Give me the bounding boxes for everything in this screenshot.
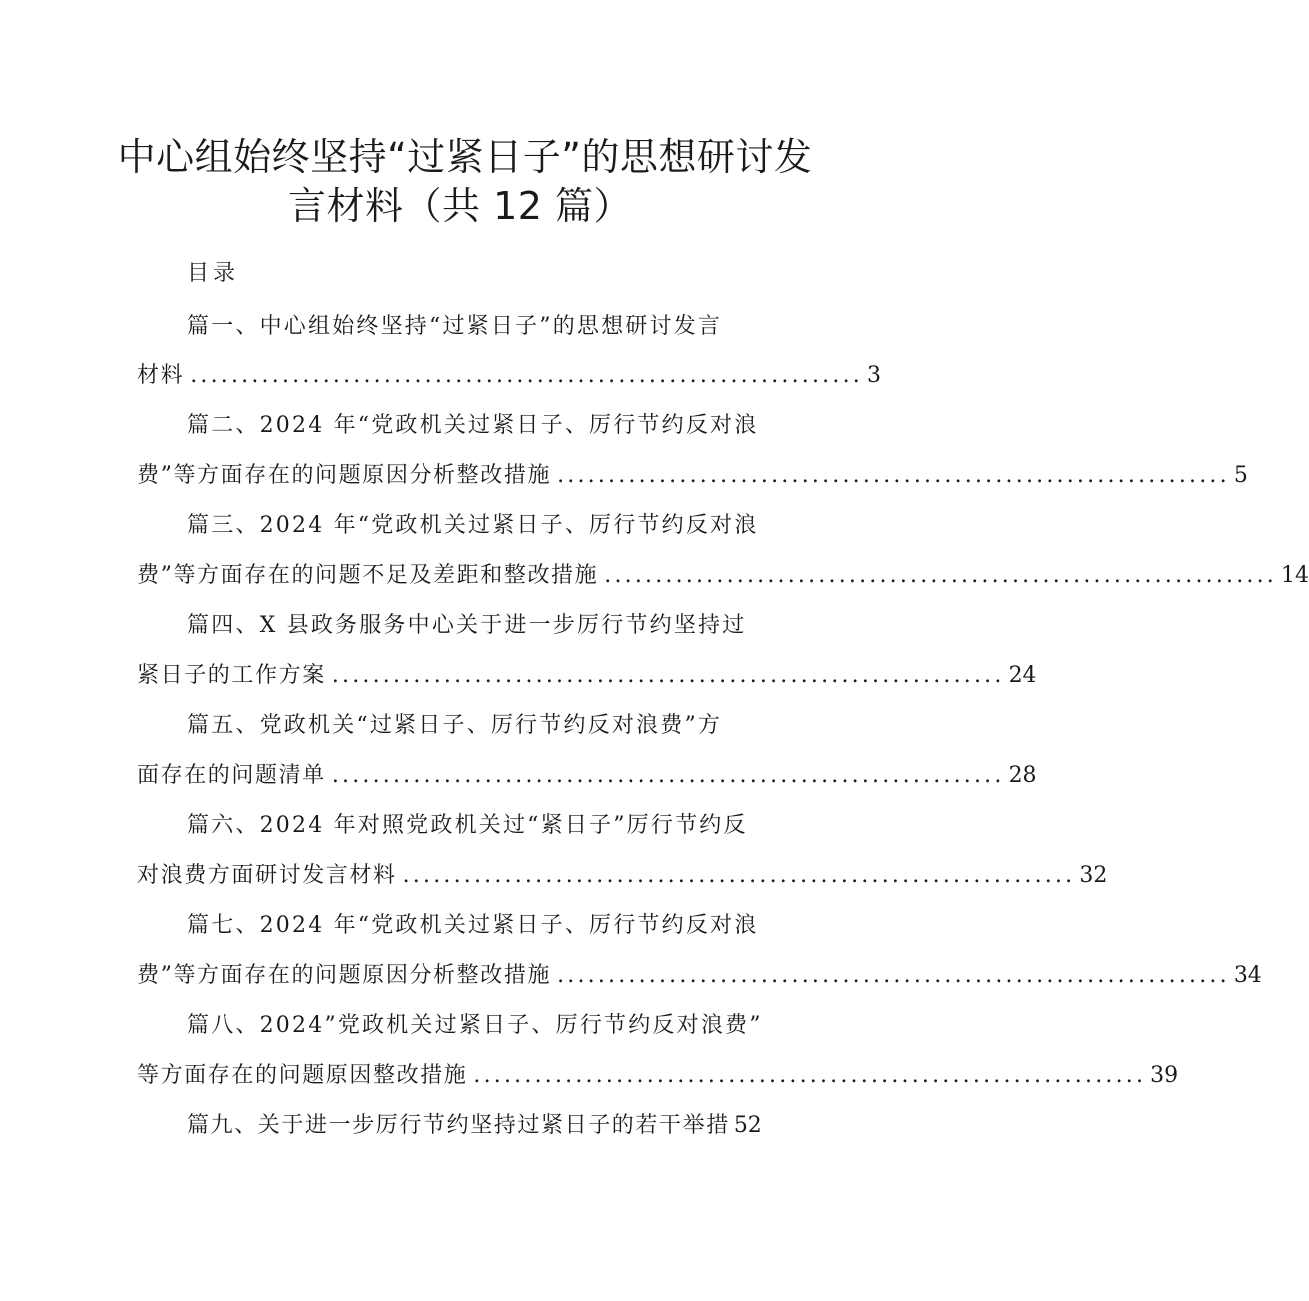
toc-page-number: 14 bbox=[1281, 563, 1309, 588]
toc-heading: 目录 bbox=[187, 261, 240, 286]
dot-leader: .................................................................. bbox=[604, 563, 1277, 588]
toc-entry-8-line-2[interactable] bbox=[137, 1063, 1179, 1088]
toc-page-number: 32 bbox=[1079, 863, 1108, 888]
toc-page-number: 39 bbox=[1150, 1063, 1179, 1088]
toc-entry-4-line-2[interactable] bbox=[137, 663, 1037, 688]
toc-entry-text: 等方面存在的问题原因整改措施 bbox=[137, 1063, 468, 1088]
toc-entry-8-line-1[interactable]: 篇八、2024”党政机关过紧日子、厉行节约反对浪费” bbox=[187, 1013, 763, 1038]
toc-entry-3-line-2[interactable] bbox=[137, 563, 1309, 588]
toc-entry-text: 材料 bbox=[137, 363, 185, 388]
toc-entry-2-line-2[interactable] bbox=[137, 463, 1248, 488]
dot-leader: .................................................................. bbox=[557, 963, 1230, 988]
toc-entry-text: 费”等方面存在的问题不足及差距和整改措施 bbox=[137, 563, 599, 588]
toc-entry-1-line-1[interactable]: 篇一、中心组始终坚持“过紧日子”的思想研讨发言 bbox=[187, 314, 723, 339]
toc-page-number: 24 bbox=[1008, 663, 1037, 688]
toc-entry-6-line-1[interactable]: 篇六、2024 年对照党政机关过“紧日子”厉行节约反 bbox=[187, 813, 748, 838]
toc-entry-3-line-1[interactable]: 篇三、2024 年“党政机关过紧日子、厉行节约反对浪 bbox=[187, 513, 759, 538]
dot-leader: .................................................................. bbox=[473, 1063, 1147, 1088]
toc-entry-2-line-1[interactable]: 篇二、2024 年“党政机关过紧日子、厉行节约反对浪 bbox=[187, 413, 759, 438]
dot-leader: .................................................................. bbox=[331, 663, 1005, 688]
dot-leader: .................................................................. bbox=[557, 463, 1230, 488]
dot-leader: .................................................................. bbox=[402, 863, 1076, 888]
toc-entry-text: 紧日子的工作方案 bbox=[137, 663, 326, 688]
toc-entry-5-line-2[interactable] bbox=[137, 763, 1037, 788]
toc-entry-6-line-2[interactable] bbox=[137, 863, 1108, 888]
toc-entry-4-line-1[interactable]: 篇四、X 县政务服务中心关于进一步厉行节约坚持过 bbox=[187, 613, 747, 638]
toc-entry-5-line-1[interactable]: 篇五、党政机关“过紧日子、厉行节约反对浪费”方 bbox=[187, 713, 723, 738]
toc-page-number: 52 bbox=[733, 1113, 762, 1138]
toc-entry-9[interactable] bbox=[187, 1114, 768, 1138]
toc-entry-text: 费”等方面存在的问题原因分析整改措施 bbox=[137, 963, 552, 988]
dot-leader: .................................................................. bbox=[190, 363, 863, 388]
toc-page-number: 34 bbox=[1233, 963, 1262, 988]
toc-entry-text: 费”等方面存在的问题原因分析整改措施 bbox=[137, 463, 552, 488]
toc-page-number: 28 bbox=[1008, 763, 1037, 788]
dot-leader: .................................................................. bbox=[331, 763, 1005, 788]
toc-entry-1-line-2[interactable] bbox=[137, 363, 881, 388]
toc-entry-text: 对浪费方面研讨发言材料 bbox=[137, 863, 397, 888]
toc-entry-text: 面存在的问题清单 bbox=[137, 763, 326, 788]
toc-page-number: 3 bbox=[866, 363, 881, 388]
toc-entry-7-line-1[interactable]: 篇七、2024 年“党政机关过紧日子、厉行节约反对浪 bbox=[187, 913, 759, 938]
document-title-line-1: 中心组始终坚持“过紧日子”的思想研讨发 bbox=[117, 135, 813, 179]
document-title-line-2: 言材料（共 12 篇） bbox=[287, 184, 632, 228]
toc-entry-7-line-2[interactable] bbox=[137, 963, 1262, 988]
toc-page-number: 5 bbox=[1233, 463, 1248, 488]
toc-entry-text: 篇九、关于进一步厉行节约坚持过紧日子的若干举措 bbox=[187, 1113, 730, 1138]
